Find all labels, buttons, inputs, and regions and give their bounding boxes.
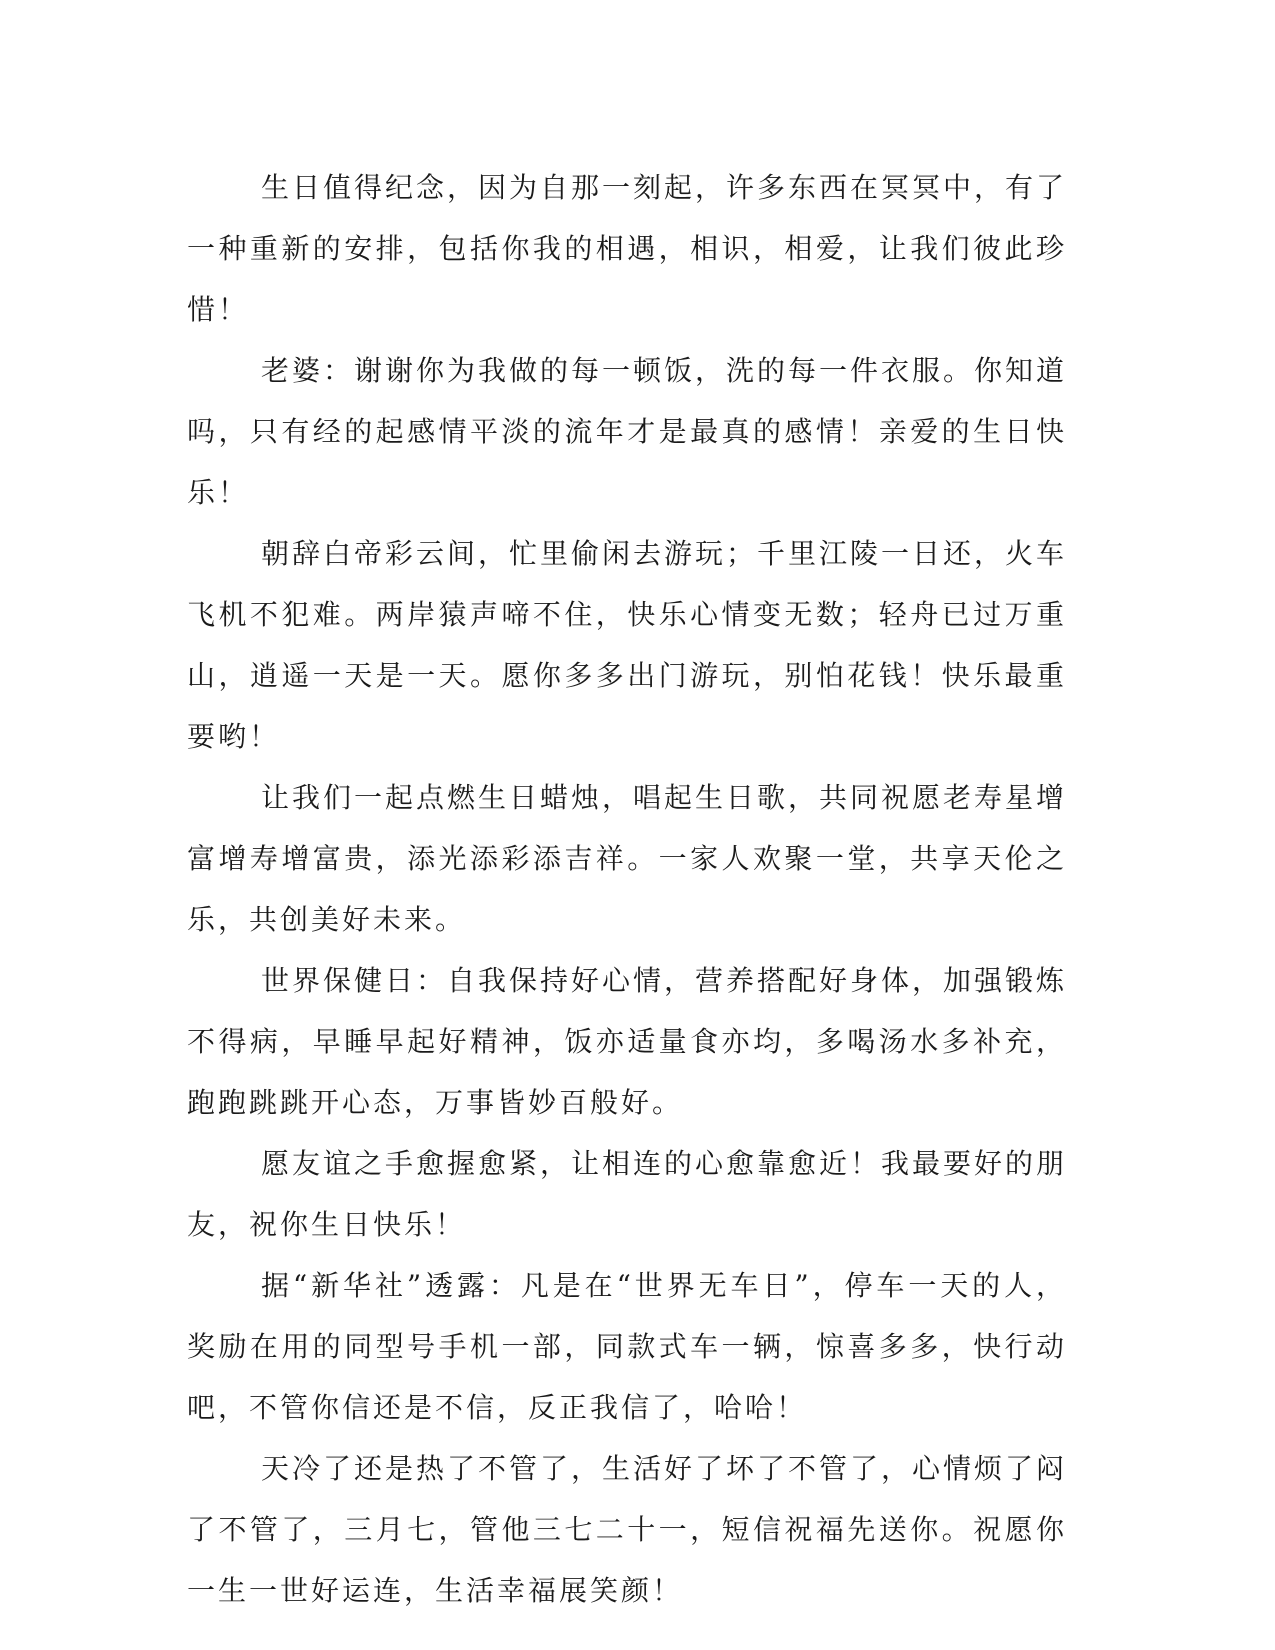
paragraph-friendship: 愿友谊之手愈握愈紧，让相连的心愈靠愈近！我最要好的朋友，祝你生日快乐！ xyxy=(187,1147,1068,1241)
document-body xyxy=(187,157,1067,1621)
paragraph-birthday-memorial: 生日值得纪念，因为自那一刻起，许多东西在冥冥中，有了一种重新的安排，包括你我的相遇，相识，相爱，让我们彼此珍惜！ xyxy=(187,171,1068,326)
paragraph-birthday-candles: 让我们一起点燃生日蜡烛，唱起生日歌，共同祝愿老寿星增富增寿增富贵，添光添彩添吉祥。一家人欢聚一堂，共享天伦之乐，共创美好未来。 xyxy=(187,781,1068,936)
paragraph-wife-thanks: 老婆：谢谢你为我做的每一顿饭，洗的每一件衣服。你知道吗，只有经的起感情平淡的流年才是最真的感情！亲爱的生日快乐！ xyxy=(187,354,1068,509)
paragraph-blessing: 天冷了还是热了不管了，生活好了坏了不管了，心情烦了闷了不管了，三月七，管他三七二十一，短信祝福先送你。祝愿你一生一世好运连，生活幸福展笑颜！ xyxy=(187,1452,1068,1607)
paragraph-car-free-day: 据“新华社”透露：凡是在“世界无车日”，停车一天的人，奖励在用的同型号手机一部，同款式车一辆，惊喜多多，快行动吧，不管你信还是不信，反正我信了，哈哈！ xyxy=(187,1269,1067,1424)
paragraph-travel-poem: 朝辞白帝彩云间，忙里偷闲去游玩；千里江陵一日还，火车飞机不犯难。两岸猿声啼不住，快乐心情变无数；轻舟已过万重山，逍遥一天是一天。愿你多多出门游玩，别怕花钱！快乐最重要哟！ xyxy=(187,537,1068,753)
paragraph-health-day: 世界保健日：自我保持好心情，营养搭配好身体，加强锻炼不得病，早睡早起好精神，饭亦适量食亦均，多喝汤水多补充，跑跑跳跳开心态，万事皆妙百般好。 xyxy=(187,964,1068,1119)
